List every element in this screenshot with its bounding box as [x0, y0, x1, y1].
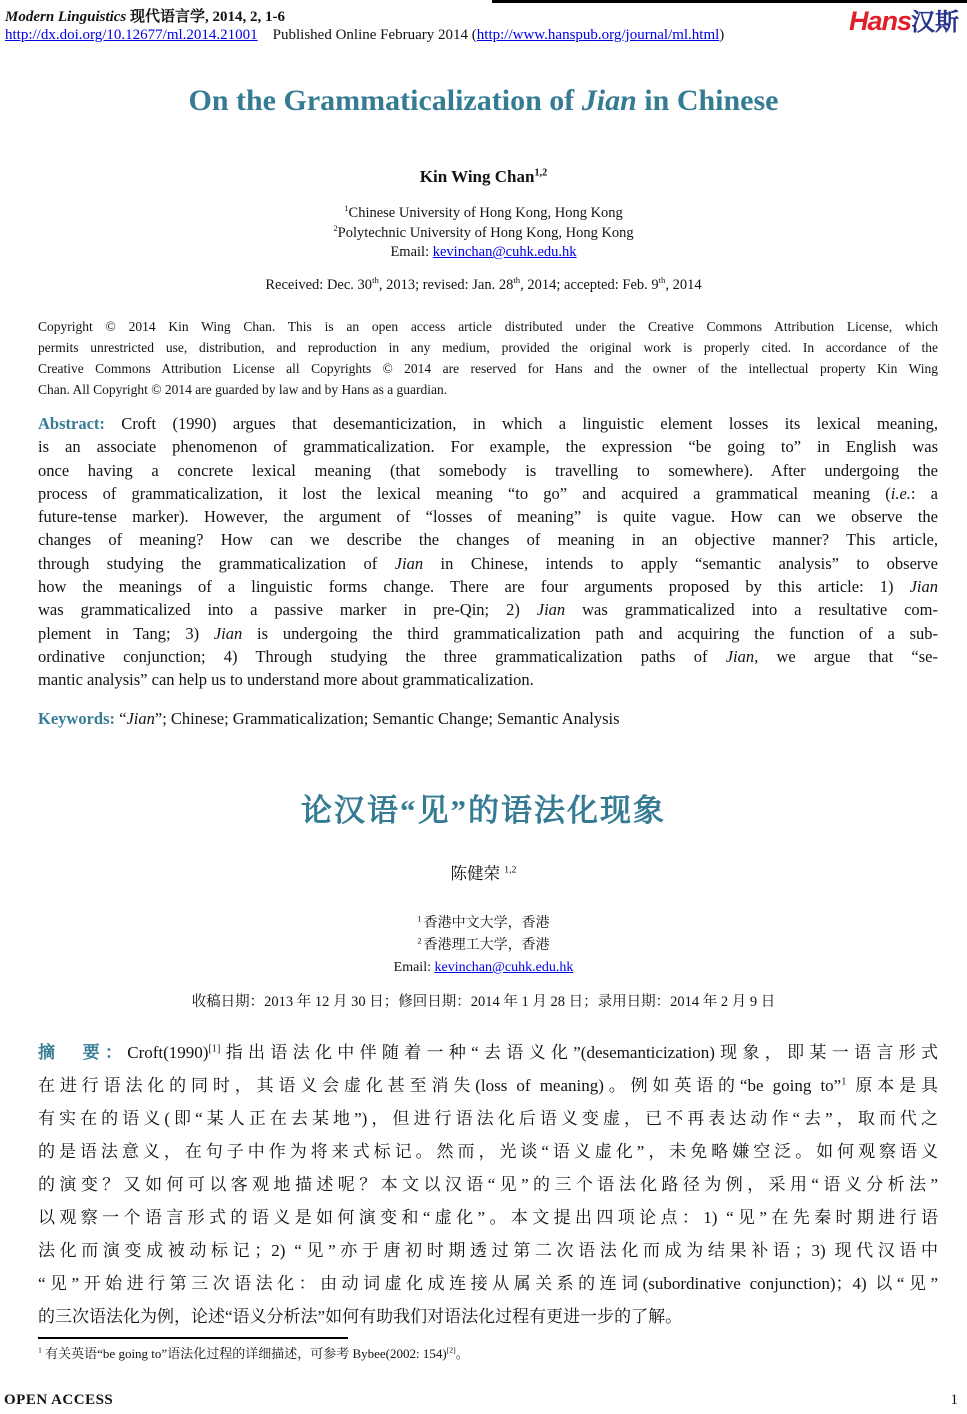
text-segment: was grammaticalized into a resultative com- — [565, 600, 939, 620]
email-line-cn — [0, 957, 967, 979]
text-line — [38, 379, 938, 400]
text-line — [38, 412, 938, 435]
text-segment: 香港中文大学，香港 — [423, 916, 550, 931]
text-line — [38, 575, 938, 598]
article-title-cn: 论汉语“见”的语法化现象 — [301, 793, 666, 828]
text-segment: “ — [119, 709, 127, 728]
text-segment: was grammaticalized into a passive marker in pre-Qin; 2) — [38, 600, 537, 620]
text-line — [38, 435, 938, 458]
text-segment: 。 — [455, 1346, 469, 1361]
text-segment: ”; Chinese; Grammaticalization; Semantic Change; Semantic Analysis — [154, 709, 620, 728]
text-segment: th — [513, 275, 521, 286]
text-segment: , 2013; revised: Jan. 28 — [378, 277, 514, 293]
text-segment: 有关英语“be going to”语法化过程的详细描述，可参考 Bybee(2002: 154) — [41, 1346, 447, 1361]
text-segment: Jian — [725, 646, 755, 666]
journal-doi-line — [5, 27, 724, 44]
footnote-rule — [38, 1337, 348, 1339]
text-segment: Jian — [126, 709, 155, 728]
link[interactable]: kevinchan@cuhk.edu.hk — [434, 960, 574, 975]
text-line — [38, 1102, 938, 1135]
text-segment: : a — [910, 483, 938, 503]
text-segment: Email: — [390, 244, 433, 260]
author-cn — [0, 860, 967, 884]
text-line — [38, 528, 938, 551]
text-segment: 1,2 — [504, 864, 517, 876]
article-title-en — [0, 84, 967, 118]
text-line — [38, 552, 938, 575]
text-line — [38, 598, 938, 621]
text-segment: is undergoing the third grammaticalization path and acquiring the function of a sub- — [242, 623, 939, 643]
text-segment: 在进行语法化的同时，其语义会虚化甚至消失(loss of meaning)。例如英语的“be going to” — [38, 1076, 842, 1095]
open-access-label: OPEN ACCESS — [4, 1392, 114, 1408]
received-dates-cn: 收稿日期：2013 年 12 月 30 日；修回日期：2014 年 1 月 28 日；录用日期：2014 年 2 月 9 日 — [191, 994, 776, 1010]
text-segment: mantic analysis” can help us to understand more about grammaticalization. — [38, 670, 534, 690]
text-line — [38, 1300, 938, 1333]
text-segment: , 2014; accepted: Feb. 9 — [520, 277, 659, 293]
affiliations-en — [0, 204, 967, 263]
text-segment: th — [658, 275, 666, 286]
text-segment: through studying the grammaticalization of — [38, 553, 395, 573]
affiliation-1-en — [0, 204, 967, 224]
link[interactable]: kevinchan@cuhk.edu.hk — [432, 244, 577, 260]
text-segment: Croft(1990) — [127, 1043, 209, 1062]
text-line — [38, 622, 938, 645]
text-line — [38, 645, 938, 668]
text-segment: 有实在的语义(即“某人正在去某地”)，但进行语法化后语义变虚，已不再表达动作“去”，取而代之 — [38, 1109, 938, 1128]
text-segment: plement in Tang; 3) — [38, 623, 214, 643]
text-segment: , we argue that “se- — [754, 646, 938, 666]
keywords-en — [38, 709, 938, 729]
text-segment: Received: Dec. 30 — [265, 277, 373, 293]
text-segment: 摘 要： — [38, 1043, 128, 1062]
text-segment: in Chinese — [636, 84, 779, 117]
text-segment: is an associate phenomenon of grammaticalization. For example, the expression “be going to” in English was — [38, 437, 938, 457]
text-line — [38, 1135, 938, 1168]
text-line — [38, 505, 938, 528]
text-line — [38, 316, 938, 337]
text-segment: Jian — [394, 553, 424, 573]
text-segment: changes of meaning? How can we describe the changes of meaning in an objective manner? This article, — [38, 530, 938, 550]
journal-title-line — [5, 5, 285, 26]
text-segment: 指出语法化中伴随着一种“去语义化”(desemanticization)现象，即某一语言形式 — [220, 1043, 939, 1062]
text-segment: Chan. All Copyright © 2014 are guarded by law and by Hans as a guardian. — [38, 382, 448, 397]
text-segment: Copyright © 2014 Kin Wing Chan. This is an open access article distributed under the Creative Commons Attribution License, which — [38, 319, 938, 334]
text-segment: On the Grammaticalization of — [188, 84, 582, 117]
text-line — [38, 1036, 938, 1069]
text-segment: Jian — [536, 600, 566, 620]
affiliations-cn — [0, 913, 967, 979]
text-segment: th — [372, 275, 379, 286]
text-segment: 1 — [417, 914, 424, 924]
hans-logo-cjk: 汉斯 — [911, 10, 959, 36]
text-line — [38, 1168, 938, 1201]
text-segment: Croft (1990) argues that desemanticization, in which a linguistic element losses its lexical meaning, — [121, 414, 938, 433]
text-segment: in Chinese, intends to apply “semantic analysis” to observe — [423, 553, 938, 573]
affiliation-2-en — [0, 224, 967, 244]
text-segment: [1] — [208, 1043, 221, 1055]
text-segment: 1 — [344, 203, 349, 214]
text-segment: Jian — [909, 577, 938, 597]
text-segment: ordinative conjunction; 4) Through studying the three grammaticalization paths of — [38, 646, 726, 666]
text-segment: “见”开始进行第三次语法化：由动词虚化成连接从属关系的连词(subordinative conjunction)；4) 以“见” — [38, 1274, 938, 1293]
hans-logo-latin: Hans — [848, 6, 911, 36]
text-segment: 的是语法意义，在句子中作为将来式标记。然而，光谈“语义虚化”，未免略嫌空泛。如何观察语义 — [38, 1142, 938, 1161]
link[interactable]: http://www.hanspub.org/journal/ml.html — [476, 27, 720, 43]
copyright-notice — [38, 316, 938, 400]
text-segment: Creative Commons Attribution License all Copyrights © 2014 are reserved for Hans and the owner of the intellectual property Kin Wing — [38, 361, 938, 376]
text-segment: 法化而演变成被动标记；2) “见”亦于唐初时期透过第二次语法化而成为结果补语；3) 现代汉语中 — [38, 1241, 938, 1260]
text-segment: 原本是具 — [846, 1076, 939, 1095]
text-segment: Modern Linguistics — [5, 9, 127, 25]
text-segment: Kin Wing Chan — [419, 167, 535, 186]
text-segment: [2] — [446, 1345, 456, 1355]
affiliation-2-cn — [0, 935, 967, 957]
link[interactable]: http://dx.doi.org/10.12677/ml.2014.21001 — [5, 27, 258, 43]
text-segment: ) — [719, 27, 725, 43]
text-line — [38, 1267, 938, 1300]
text-segment: 的演变？又如何可以客观地描述呢？本文以汉语“见”的三个语法化路径为例，采用“语义分析法” — [38, 1175, 938, 1194]
text-segment: Chinese University of Hong Kong, Hong Kong — [348, 205, 623, 221]
text-segment: , 2014 — [665, 277, 702, 293]
text-segment: 2 — [333, 222, 338, 233]
text-segment: Email: — [393, 960, 435, 975]
text-line — [38, 482, 938, 505]
email-line-en — [0, 243, 967, 263]
text-segment: Abstract: — [38, 414, 122, 433]
received-dates-en — [0, 277, 967, 294]
text-line — [38, 358, 938, 379]
text-segment: 香港理工大学，香港 — [423, 938, 550, 953]
hans-logo — [849, 2, 959, 37]
text-segment: Published Online February 2014 ( — [257, 27, 477, 43]
text-line — [38, 1201, 938, 1234]
text-segment: 以观察一个语言形式的语义是如何演变和“虚化”。本文提出四项论点：1) “见”在先秦时期进行语 — [38, 1208, 938, 1227]
footnote — [38, 1343, 938, 1362]
text-line — [38, 337, 938, 358]
author-en — [0, 167, 967, 187]
text-segment: 现代语言学, 2014, 2, 1-6 — [126, 9, 286, 25]
text-segment: permits unrestricted use, distribution, and reproduction in any medium, provided the original work is properly cited. In accordance of the — [38, 340, 938, 355]
text-segment: how the meanings of a linguistic forms change. There are four arguments proposed by this article: 1) — [38, 577, 910, 597]
text-segment: i.e. — [890, 483, 911, 503]
text-segment: Polytechnic University of Hong Kong, Hong Kong — [337, 224, 634, 241]
page-number: 1 — [950, 1392, 958, 1408]
text-segment: 的三次语法化为例，论述“语义分析法”如何有助我们对语法化过程有更进一步的了解。 — [38, 1307, 683, 1326]
text-segment: Keywords: — [38, 709, 120, 728]
abstract-en — [38, 412, 938, 692]
text-segment: 2 — [417, 936, 424, 946]
text-segment: future-tense marker). However, the argument of “losses of meaning” is quite vague. How can we observe the — [38, 507, 938, 527]
affiliation-1-cn — [0, 913, 967, 935]
text-segment: process of grammaticalization, it lost the lexical meaning “to go” and acquired a grammatical meaning ( — [38, 483, 891, 503]
text-segment: 1 — [841, 1076, 847, 1088]
abstract-cn — [38, 1036, 938, 1333]
text-segment: Jian — [213, 623, 243, 643]
text-segment: 陈健荣 — [450, 864, 505, 883]
text-segment: 1 — [38, 1345, 42, 1355]
text-segment: once having a concrete lexical meaning (that somebody is travelling to somewhere). After undergoing the — [38, 460, 938, 480]
text-line — [38, 1234, 938, 1267]
text-segment: Jian — [581, 84, 637, 117]
text-line — [38, 668, 938, 691]
text-line — [38, 459, 938, 482]
text-segment: 1,2 — [534, 167, 548, 179]
text-line — [38, 1069, 938, 1102]
